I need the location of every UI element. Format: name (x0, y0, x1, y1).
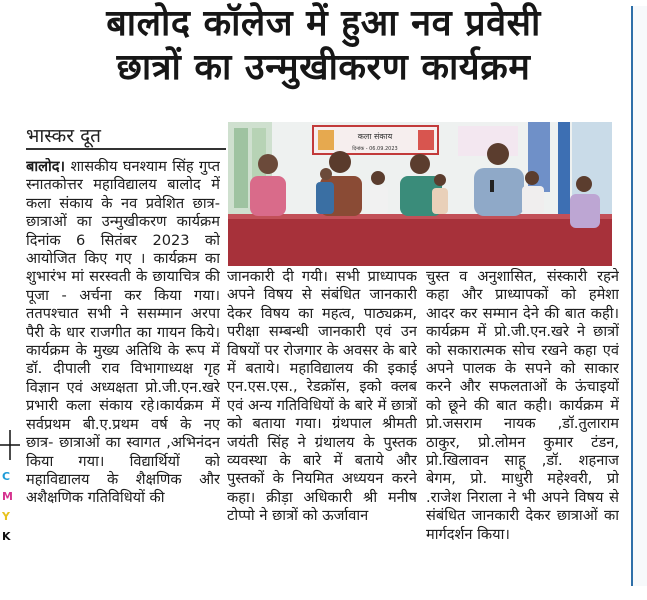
article-column-1 (26, 158, 220, 578)
adjacent-article-edge (631, 6, 647, 586)
print-mark-c: C (2, 470, 11, 483)
event-photo-illustration (228, 122, 612, 266)
headline-line-2: छात्रों का उन्मुखीकरण कार्यक्रम (116, 47, 531, 88)
print-mark-y: Y (2, 510, 10, 523)
dateline: बालोद। (26, 158, 66, 175)
print-mark-m: M (2, 490, 13, 503)
article-column-3: चुस्त व अनुशासित, संस्कारी रहने कहा और प्राध्यापकों को हमेशा आदर कर सम्मान देने की बात कही। कार्यक्रम में प्रो.जी.एन.खरे ने छात्रों को सकारात्मक सोच रखने कहा एवं अपने पालक के सपने को साकार करने और सफलताओं के ऊंचाइयों को छूने की बात कही। कार्यक्रम में प्रो.जसराम नायक ,डॉ.तुलाराम ठाकुर, प्रो.लोमन कुमार टंडन, प्रो.खिलावन साहू ,डॉ. शहनाज बेगम, प्रो. माधुरी महेश्वरी, प्रो .राजेश निराला ने भी अपने विषय से संबंधित जानकारी देकर छात्राओं का मार्गदर्शन किया। (426, 268, 619, 543)
byline-rule (26, 148, 226, 150)
event-photo (228, 122, 612, 266)
article-column-1-text: शासकीय घनश्याम सिंह गुप्त स्नातकोत्तर महाविद्यालय बालोद में कला संकाय के नव प्रवेशित छात्र-छात्राओं का उन्मुखीकरण कार्यक्रम दिनांक 6 सितंबर 2023 को आयोजित किए गए । कार्यक्रम का शुभारंभ मां सरस्वती के छायाचित्र की पूजा - अर्चना कर किया गया। ततपश्चात सभी ने ससम्मान अरपा पैरी के धार राजगीत का गायन किये। कार्यक्रम के मुख्य अतिथि के रूप में डॉ. दीपाली राव विभागाध्यक्ष गृह विज्ञान एवं अध्यक्षता प्रो.जी.एन.खरे प्रभारी कला संकाय रहे।कार्यक्रम में सर्वप्रथम बी.ए.प्रथम वर्ष के नए छात्र- छात्राओं का स्वागत ,अभिनंदन किया गया। विद्यार्थियों को महाविद्यालय के शैक्षणिक और अशैक्षणिक गतिविधियों की (26, 158, 220, 507)
registration-mark-icon (0, 430, 20, 460)
banner-date: दिनांक - 06.09.2023 (352, 146, 398, 152)
article-column-2: जानकारी दी गयी। सभी प्राध्यापक अपने विषय से संबंधित जानकारी देकर विषय का महत्व, पाठ्यक्रम, परीक्षा सम्बन्धी जानकारी एवं उन विषयों पर रोजगार के अवसर के बारे में बताये। महाविद्यालय की इकाई एन.एस.एस., रेडक्रॉस, इको क्लब एवं अन्य गतिविधियों के बारे में छात्रों को बताया गया। ग्रंथपाल श्रीमती जयंती सिंह ने ग्रंथालय के पुस्तक व्यवस्था के बारे में बताये और पुस्तकों के नियमित अध्ययन करने कहा। क्रीड़ा अधिकारी श्री मनीष टोप्पो ने छात्रों को ऊर्जावान (227, 268, 417, 525)
headline-line-1: बालोद कॉलेज में हुआ नव प्रवेसी (106, 3, 541, 44)
byline: भास्कर दूत (26, 125, 101, 147)
print-mark-k: K (2, 530, 11, 543)
headline (36, 2, 611, 90)
banner-title: कला संकाय (357, 132, 393, 141)
